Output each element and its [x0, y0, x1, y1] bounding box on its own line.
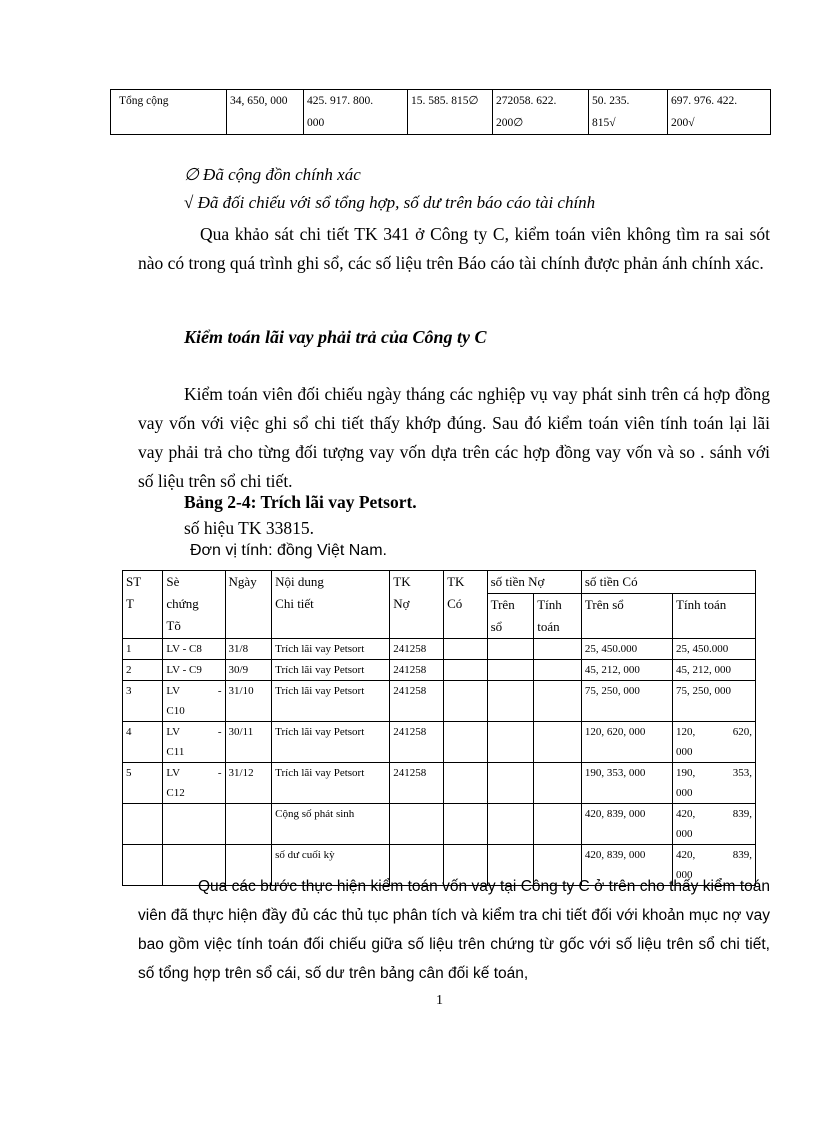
col-header-debit-calc: Tính toán [534, 594, 582, 639]
table-header-row [123, 571, 756, 594]
note-checked-sum: ∅ Đã cộng đồn chính xác [184, 165, 361, 184]
paragraph-interest: Kiểm toán viên đối chiếu ngày tháng các nghiệp vụ vay phát sinh trên cá hợp đồng vay vốn với việc ghi sổ chi tiết thấy khớp đúng. Sau đó kiểm toán viên tính toán lại lãi vay phải trả cho từng đối tượng vay vốn dựa trên các hợp đồng vay vốn và so . sánh với số liệu trên sổ chi tiết. [138, 384, 770, 491]
table-cell: 34, 650, 000 [227, 90, 304, 135]
col-header-voucher: Sè chứng Tõ [163, 571, 225, 639]
col-header-content: Nội dung Chi tiết [272, 571, 390, 639]
paragraph-conclusion: Qua các bước thực hiện kiểm toán vốn vay tại Công ty C ở trên cho thấy kiểm toán viên đã thực hiện đầy đủ các thủ tục phân tích và kiểm tra chi tiết đối với khoản mục nợ vay bao gồm việc tính toán đối chiếu giữa số liệu trên chứng từ gốc với số liệu trên sổ chi tiết, số tổng hợp trên sổ cái, số dư trên bảng cân đối kế toán, [138, 878, 770, 982]
table-title: Bảng 2-4: Trích lãi vay Petsort. [184, 492, 417, 512]
total-label: Tổng cộng [111, 90, 227, 135]
table-cell: 15. 585. 815∅ [408, 90, 493, 135]
table-row: 2 LV - C9 30/9 Trích lãi vay Petsort 241258 45, 212, 000 45, 212, 000 [123, 660, 756, 681]
col-header-date: Ngày [225, 571, 272, 639]
table-row: 5 LV - C12 31/12 Trích lãi vay Petsort 241258 190, 353, 000 190, 353, 000 [123, 763, 756, 804]
summary-table [110, 89, 771, 135]
table-cell: 50. 235. 815√ [589, 90, 668, 135]
note-cross-checked: √ Đã đối chiếu với sổ tổng hợp, số dư trên báo cáo tài chính [184, 193, 596, 212]
table-row [111, 90, 771, 135]
table-row: 3 LV - C10 31/10 Trích lãi vay Petsort 241258 75, 250, 000 75, 250, 000 [123, 681, 756, 722]
table-cell: 272058. 622. 200∅ [493, 90, 589, 135]
col-header-debit-amount: số tiền Nợ [487, 571, 581, 594]
col-header-stt: ST T [123, 571, 163, 639]
currency-unit: Đơn vị tính: đồng Việt Nam. [190, 542, 387, 559]
table-row: 4 LV - C11 30/11 Trích lãi vay Petsort 241258 120, 620, 000 120, 620, 000 [123, 722, 756, 763]
col-header-credit-account: TK Có [444, 571, 488, 639]
col-header-credit-book: Trên sổ [581, 594, 672, 639]
page-number: 1 [436, 993, 443, 1008]
table-cell: 697. 976. 422. 200√ [668, 90, 771, 135]
col-header-credit-amount: số tiền Có [581, 571, 755, 594]
col-header-debit-account: TK Nợ [390, 571, 444, 639]
table-row: số dư cuối kỳ 420, 839, 000 420, 839, 000 [123, 845, 756, 886]
table-row: Cộng số phát sinh 420, 839, 000 420, 839, 000 [123, 804, 756, 845]
interest-table [122, 570, 756, 886]
col-header-credit-calc: Tính toán [673, 594, 756, 639]
paragraph-survey: Qua khảo sát chi tiết TK 341 ở Công ty C, kiểm toán viên không tìm ra sai sót nào có trong quá trình ghi sổ, các số liệu trên Báo cáo tài chính được phản ánh chính xác. [138, 224, 770, 273]
col-header-debit-book: Trên sổ [487, 594, 534, 639]
account-number: số hiệu TK 33815. [184, 518, 314, 538]
table-row: 1 LV - C8 31/8 Trích lãi vay Petsort 241258 25, 450.000 25, 450.000 [123, 639, 756, 660]
section-heading: Kiểm toán lãi vay phải trả của Công ty C [184, 327, 487, 347]
table-cell: 425. 917. 800. 000 [304, 90, 408, 135]
